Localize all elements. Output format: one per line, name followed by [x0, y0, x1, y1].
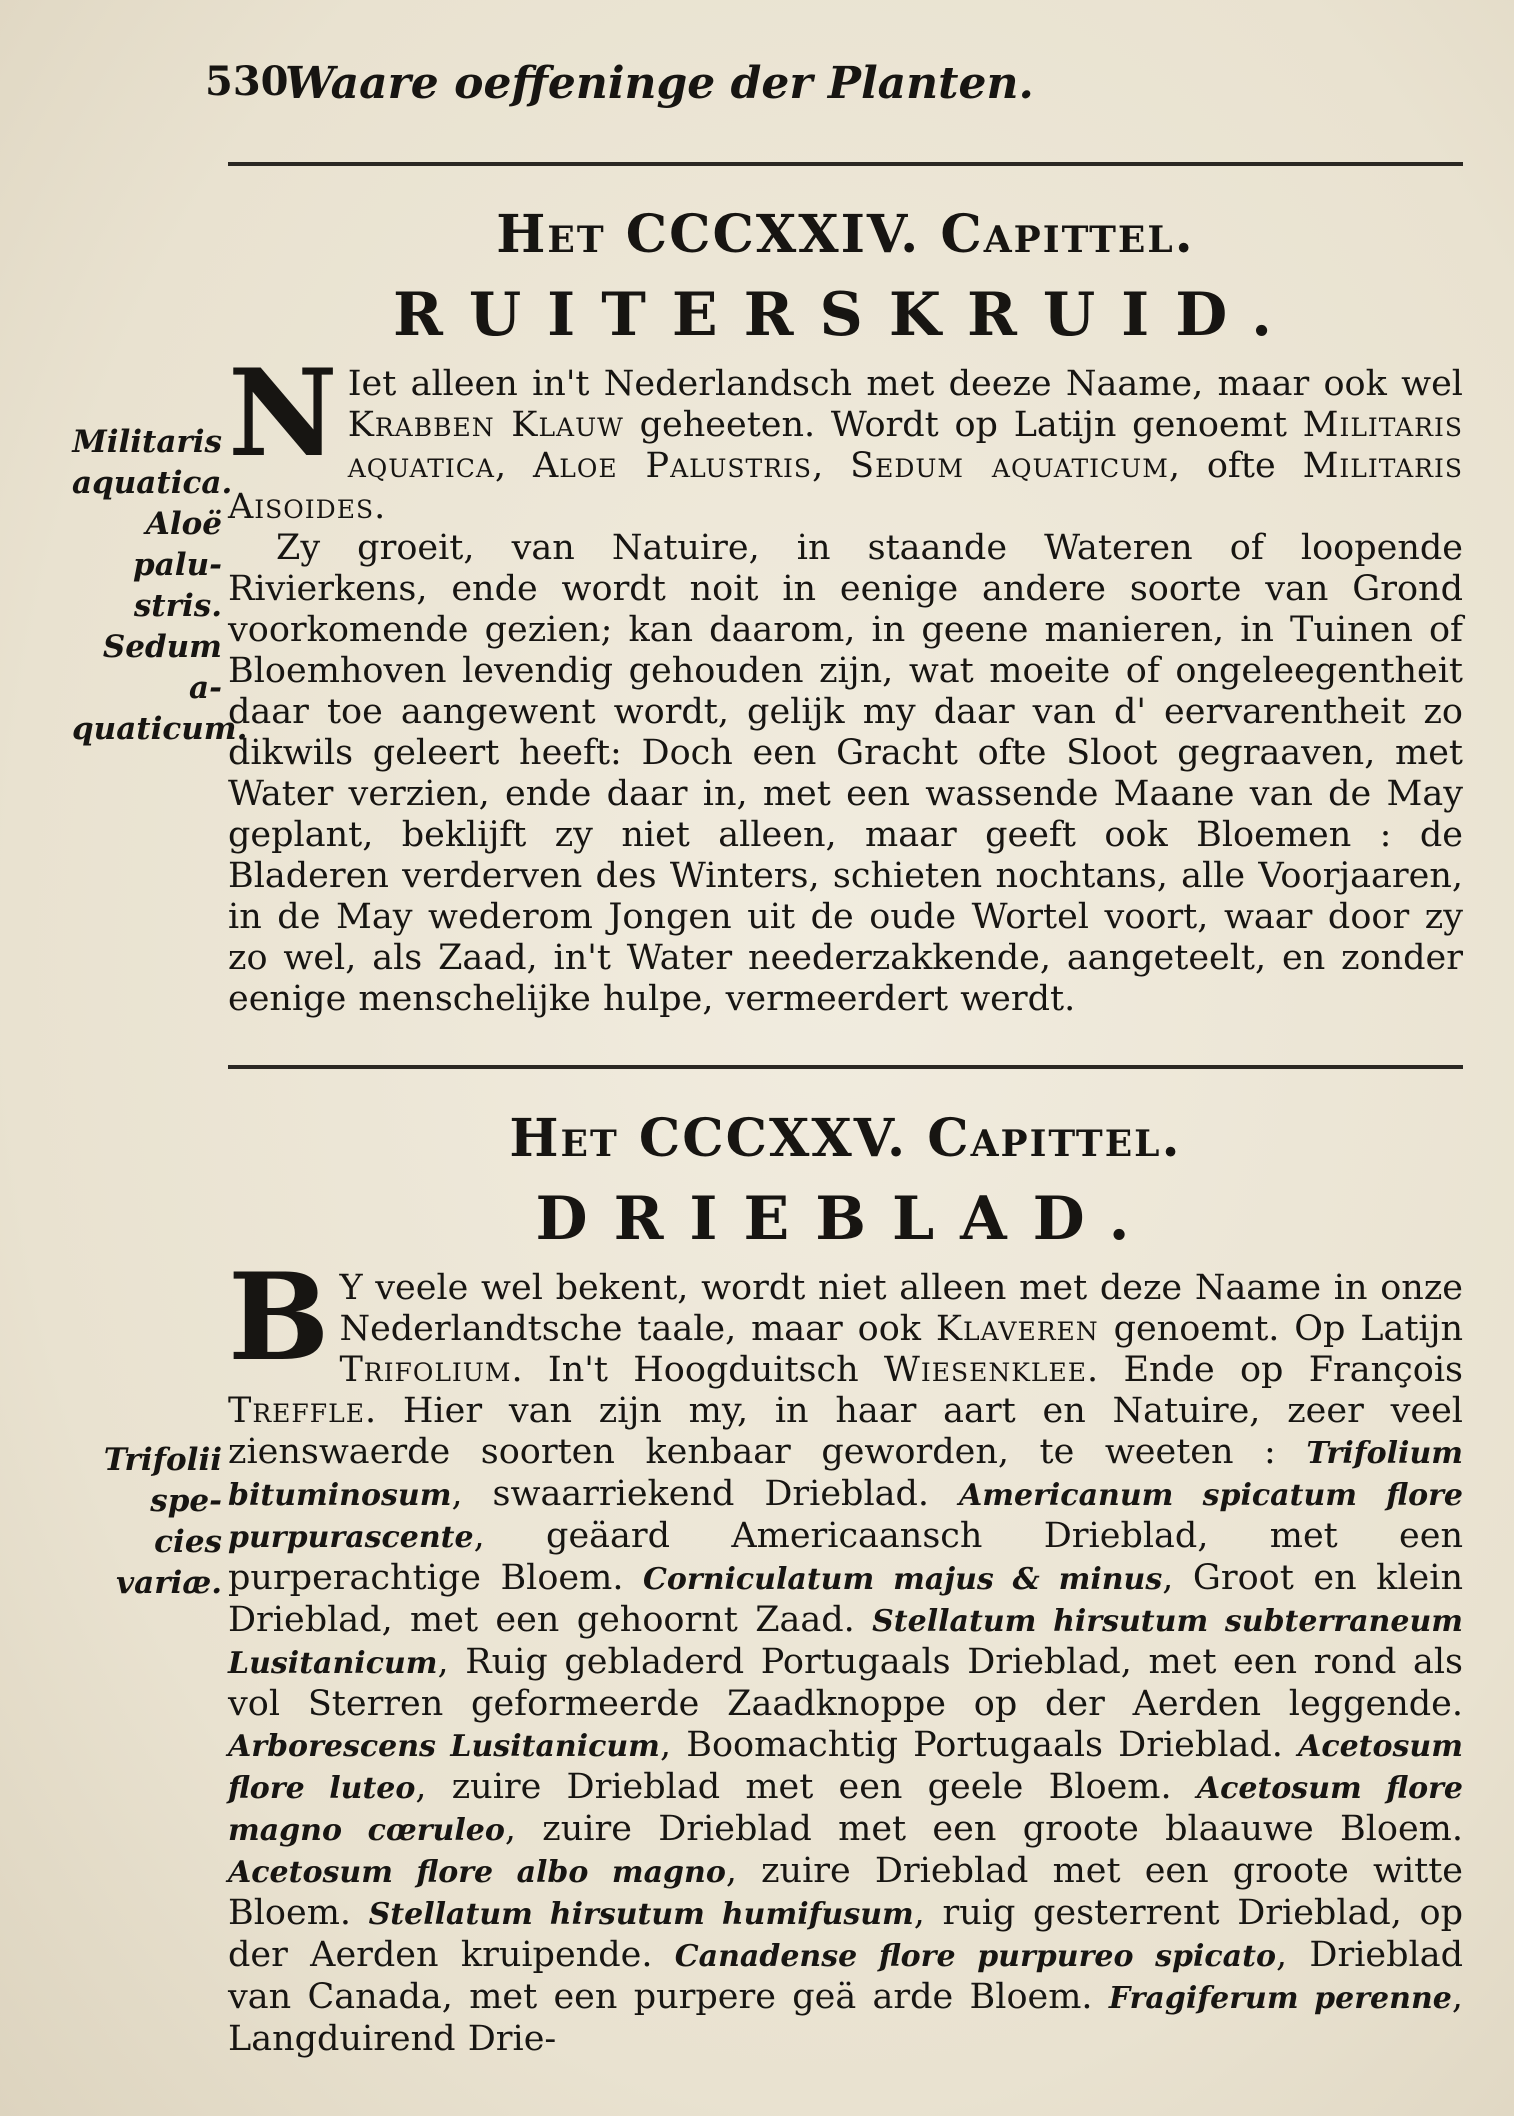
text-segment: Y veele wel bekent, wordt niet alleen met deze Naame in onze Nederlandtsche taale, maar ook [339, 1268, 1463, 1349]
drop-cap: B [228, 1247, 330, 1388]
running-title: Waare oeffeninge der Planten. [285, 58, 1034, 109]
chapter-body [228, 1247, 1464, 2060]
latin-name: Canadense flore purpureo spicato [674, 1939, 1276, 1974]
text-segment: genoemt. Op Latijn [1098, 1309, 1464, 1349]
latin-name: Corniculatum majus & minus [643, 1562, 1163, 1597]
text-segment: , [494, 446, 533, 486]
text-segment: , Ruig gebladerd Portugaals Drieblad, met een rond als vol Sterren geformeerde Zaadknoppe op der Aerden leggende. [228, 1642, 1463, 1724]
chapter-title: DRIEBLAD. [535, 1184, 1156, 1254]
latin-name: Americanum spicatum flore purpurascente [228, 1478, 1463, 1555]
latin-name: Acetosum flore luteo [228, 1729, 1463, 1806]
latin-name: Fragiferum perenne [1108, 1981, 1452, 2016]
margin-note-line: aquatica. [72, 465, 233, 501]
latin-name: Stellatum hirsutum humifusum [368, 1897, 914, 1932]
small-caps-term: Militaris aquatica [347, 405, 1463, 486]
header-rule [228, 162, 1463, 166]
small-caps-term: Trifolium [339, 1350, 512, 1390]
small-caps-term: Aloe Palustris [533, 446, 813, 486]
small-caps-term: Treffle [228, 1391, 365, 1431]
latin-name: Stellatum hirsutum subterraneum Lusitanicum [228, 1604, 1463, 1681]
text-segment: Zy groeit, van Natuire, in staande Wateren of loopende Rivierkens, ende wordt noit in eenige andere soorte van Grond voorkomende gezien; kan daarom, in geene manieren, in Tuinen of Bloemhoven levendig gehouden zijn, wat moeite of ongeleegentheit daar toe aangewent wordt, gelijk my daar van d' eervarentheit zo dikwils geleert heeft: Doch een Gracht ofte Sloot gegraaven, met Water verzien, ende daar in, met een wassende Maane van de May geplant, beklijft zy niet alleen, maar geeft ook Bloemen : de Bladeren verderven des Winters, schieten nochtans, alle Voorjaaren, in de May wederom Jongen uit de oude Wortel voort, waar door zy zo wel, als Zaad, in't Water neederzakkende, aangeteelt, en zonder eenige menschelijke hulpe, vermeerdert werdt. [228, 528, 1463, 1019]
chapter-body [228, 343, 1463, 1020]
text-segment: . In't Hoogduitsch [511, 1350, 884, 1390]
margin-note [72, 422, 248, 750]
small-caps-term: Klaveren [935, 1309, 1099, 1349]
paragraph [228, 528, 1463, 1020]
text-segment: , Groot en klein Drieblad, met een gehoornt Zaad. [228, 1558, 1463, 1640]
text-segment: , ofte [1168, 446, 1303, 486]
paragraph [228, 1247, 1464, 2060]
text-segment: , swaarriekend Drieblad. [451, 1474, 959, 1514]
text-segment: , Langduirend Drie- [228, 1977, 1463, 2059]
margin-note [72, 1440, 222, 1604]
text-segment: . [374, 487, 386, 527]
chapter-heading: Het CCCXXV. Capittel. [509, 1108, 1182, 1169]
text-segment: , ruig gesterrent Drieblad, op der Aerden kruipende. [228, 1893, 1464, 1975]
text-segment: , geäard Americaansch Drieblad, met een purperachtige Bloem. [228, 1516, 1463, 1598]
latin-name: Acetosum flore albo magno [228, 1855, 726, 1890]
drop-cap: N [228, 343, 338, 484]
chapter-divider-rule [228, 1065, 1463, 1069]
chapter-heading: Het CCCXXIV. Capittel. [496, 204, 1195, 265]
text-segment: , [812, 446, 851, 486]
margin-note-line: Trifolii spe- [103, 1442, 222, 1519]
margin-note-line: quaticum. [72, 711, 248, 747]
text-segment: Iet alleen in't Nederlandsch met deeze Naame, maar ook wel [347, 364, 1463, 404]
small-caps-term: Krabben Klauw [347, 405, 624, 445]
small-caps-term: Sedum aquaticum [850, 446, 1169, 486]
margin-note-line: Sedum a- [102, 629, 222, 706]
page-number: 530 [205, 58, 289, 105]
small-caps-term: Militaris Aisoides [228, 446, 1463, 527]
latin-name: Trifolium bituminosum [228, 1436, 1463, 1513]
text-segment: , zuire Drieblad met een groote witte Bloem. [228, 1851, 1463, 1933]
margin-note-line: Aloë palu- [133, 506, 222, 583]
running-head [205, 58, 1205, 118]
paragraph [228, 343, 1463, 528]
latin-name: Arborescens Lusitanicum [228, 1729, 660, 1764]
text-segment: , zuire Drieblad met een groote blaauwe Bloem. [504, 1809, 1463, 1849]
chapter-title: RUITERSKRUID. [392, 280, 1298, 350]
text-segment: . Hier van zijn my, in haar aart en Natuire, zeer veel zienswaerde soorten kenbaar geworden, te weeten : [228, 1391, 1463, 1472]
margin-note-line: cies variæ. [116, 1524, 222, 1601]
small-caps-term: Wiesenklee [883, 1350, 1088, 1390]
text-segment: , Boomachtig Portugaals Drieblad. [659, 1725, 1299, 1765]
text-segment: . Ende op François [1087, 1350, 1463, 1390]
latin-name: Acetosum flore magno cœruleo [228, 1771, 1463, 1848]
text-segment: , Drieblad van Canada, met een purpere geä arde Bloem. [228, 1935, 1463, 2017]
margin-note-line: stris. [133, 588, 222, 624]
text-segment: geheeten. Wordt op Latijn genoemt [623, 405, 1303, 445]
margin-note-line: Militaris [72, 424, 222, 460]
text-segment: , zuire Drieblad met een geele Bloem. [415, 1767, 1197, 1807]
